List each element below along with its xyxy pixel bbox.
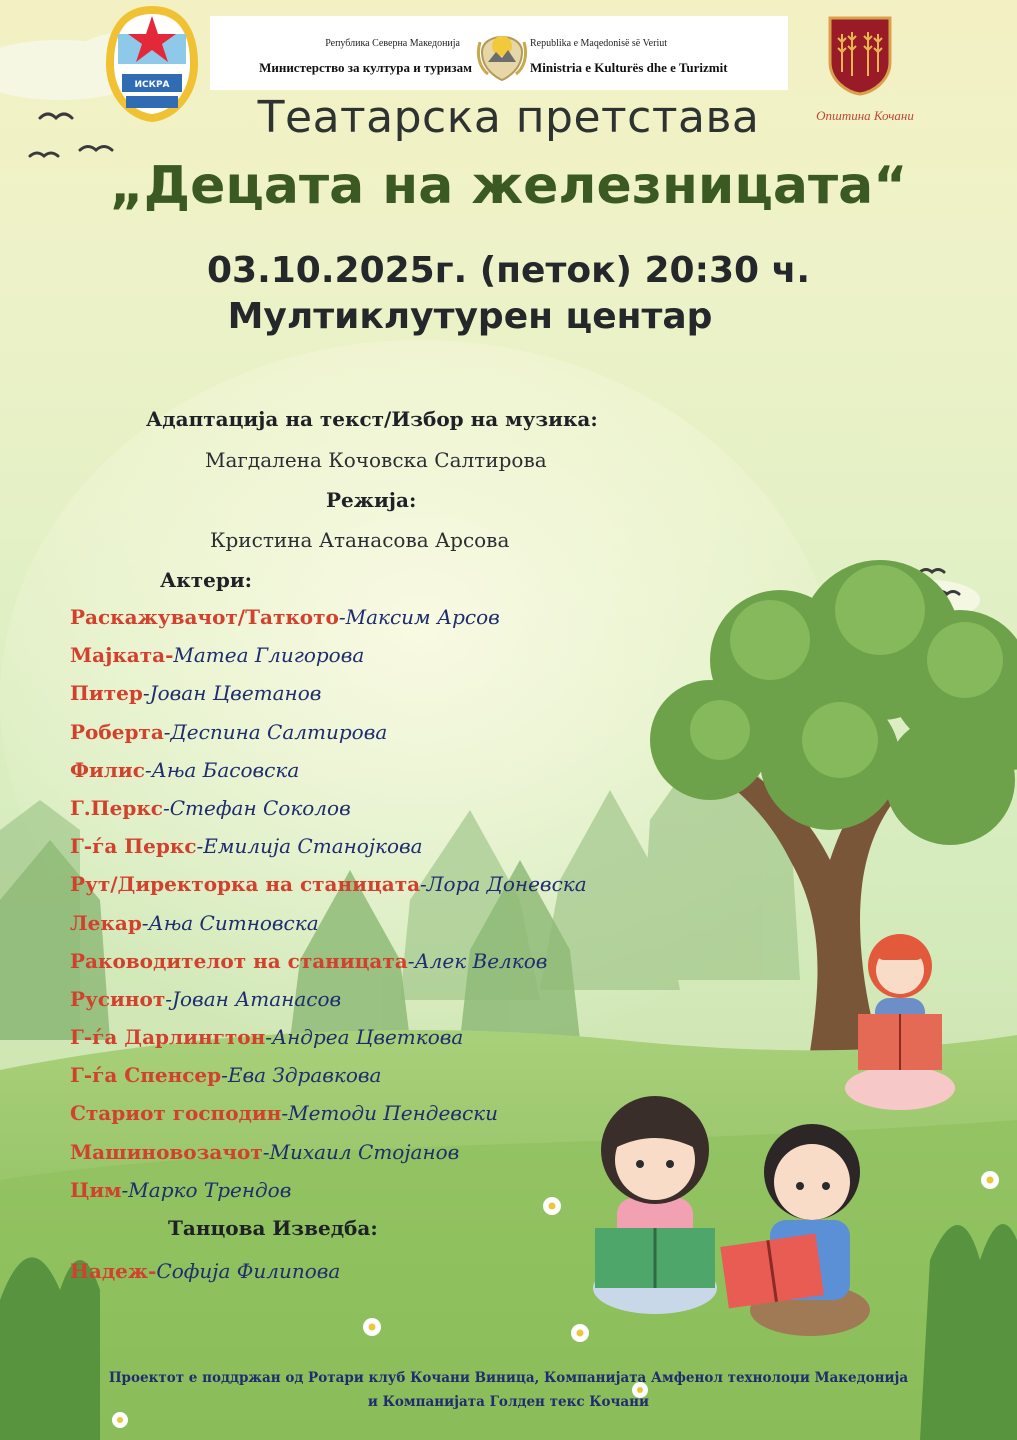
cast-row (70, 715, 587, 753)
boy-with-red-book-illustration (720, 1110, 870, 1340)
event-datetime: 03.10.2025г. (петок) 20:30 ч. (206, 250, 811, 291)
adaptation-person: Магдалена Кочовска Салтирова (205, 448, 547, 472)
cast-actor: -Ања Басовска (144, 757, 300, 782)
sponsor-footer (40, 1366, 977, 1414)
cast-role: Филис (70, 757, 145, 782)
girl-with-green-book-illustration (585, 1088, 725, 1318)
cast-actor: -Лора Доневска (420, 872, 587, 897)
dance-actor: Софија Филипова (156, 1259, 341, 1283)
dance-role: Надеж- (70, 1259, 157, 1283)
cast-row (70, 867, 587, 905)
girl-reading-illustration (840, 918, 960, 1118)
cast-row (70, 638, 587, 676)
cast-actor: -Андреа Цветкова (265, 1025, 464, 1050)
cast-role: Роберта (70, 719, 164, 744)
cast-row (70, 1020, 587, 1058)
cast-role: Лекар (70, 910, 142, 935)
ministry-banner (210, 16, 788, 90)
cast-role: Раскажувачот/Таткото (70, 605, 339, 629)
cast-row (70, 676, 587, 714)
cast-role: Питер (70, 681, 143, 706)
cast-role: Г-ѓа Дарлингтон (70, 1025, 266, 1050)
cast-actor: -Емилија Станојкова (196, 834, 423, 859)
event-venue: Мултиклутурен центар (227, 296, 713, 337)
sponsor-line-2: и Компанијата Голден текс Кочани (367, 1394, 650, 1410)
cast-row (70, 982, 587, 1020)
cast-row (70, 1096, 587, 1134)
ministry-country-mk: Република Северна Македонија (325, 38, 460, 49)
cast-actor: -Ања Ситновска (141, 910, 319, 935)
cast-role: Цим (70, 1177, 122, 1202)
sponsor-line-1: Проектот е поддржан од Ротари клуб Кочани Виница, Компанијата Амфенол технолоџи Македонија (108, 1370, 909, 1386)
cast-actor: -Алек Велков (407, 948, 548, 973)
event-title: „Децата на железницата“ (109, 156, 908, 216)
direction-heading: Режија: (326, 488, 417, 512)
cast-role: Машиновозачот (70, 1139, 263, 1164)
ministry-country-al: Republika e Maqedonisë së Veriut (530, 38, 668, 49)
cast-actor: -Јован Цветанов (142, 681, 322, 706)
cast-actor: -Методи Пендевски (281, 1101, 498, 1126)
cast-role: Г-ѓа Перкс (70, 834, 197, 859)
cast-row (70, 600, 587, 638)
cast-role: Г.Перкс (70, 795, 163, 820)
cast-role: Раководителот на станицата (70, 948, 408, 973)
cast-row (70, 1135, 587, 1173)
cast-actor: -Деспина Салтирова (163, 719, 388, 744)
cast-role: Рут/Директорка на станицата (70, 872, 421, 897)
cast-row (70, 753, 587, 791)
direction-person: Кристина Атанасова Арсова (210, 528, 510, 552)
state-emblem-icon (474, 22, 530, 84)
municipality-label: Општина Кочани (816, 108, 914, 123)
ministry-name-al: Ministria e Kulturës dhe e Turizmit (530, 60, 728, 75)
actors-heading: Актери: (160, 568, 253, 592)
dance-row (70, 1254, 340, 1288)
cast-role: Стариот господин (70, 1101, 282, 1126)
cast-actor: -Стефан Соколов (163, 795, 351, 820)
cast-row (70, 1173, 587, 1211)
cast-role: Мајката- (70, 643, 174, 668)
cast-list (70, 600, 587, 1211)
dance-heading: Танцова Изведба: (168, 1216, 378, 1240)
cast-row (70, 829, 587, 867)
municipality-crest-icon (828, 16, 892, 96)
cast-role: Г-ѓа Спенсер (70, 1063, 222, 1088)
cast-row (70, 944, 587, 982)
cast-actor: -Михаил Стојанов (262, 1139, 460, 1164)
library-logo-text: ИСКРА (134, 80, 170, 90)
cast-actor: -Јован Атанасов (165, 986, 342, 1011)
cast-actor: Матеа Глигорова (173, 643, 365, 668)
cast-row (70, 906, 587, 944)
cast-actor: -Максим Арсов (338, 605, 500, 629)
cast-row (70, 1058, 587, 1096)
event-subtitle: Театарска претстава (257, 92, 760, 143)
ministry-name-mk: Министерство за култура и туризам (259, 60, 472, 75)
cast-actor: -Ева Здравкова (221, 1063, 382, 1088)
adaptation-heading: Адаптација на текст/Избор на музика: (146, 407, 598, 431)
cast-row (70, 791, 587, 829)
cast-actor: -Марко Трендов (121, 1177, 292, 1202)
cast-role: Русинот (70, 986, 166, 1011)
